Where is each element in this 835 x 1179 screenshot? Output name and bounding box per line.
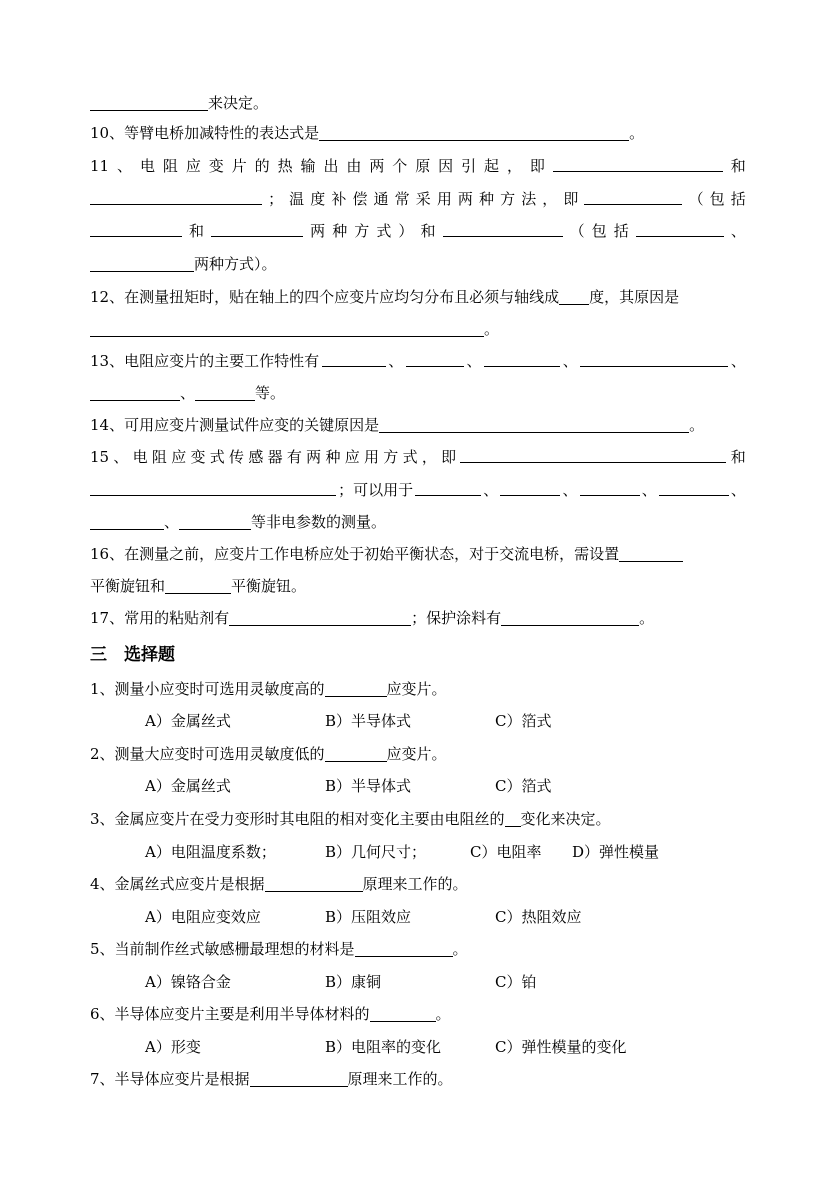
q11-glyph: 、 bbox=[117, 157, 133, 175]
answer-blank[interactable] bbox=[501, 609, 639, 626]
q11-glyph: ， bbox=[506, 157, 522, 175]
q15-glyph: 、 bbox=[113, 448, 129, 466]
q11-glyph: （ bbox=[569, 222, 585, 240]
q15-glyph: 应 bbox=[171, 448, 187, 466]
answer-blank[interactable] bbox=[90, 513, 164, 530]
option-b[interactable]: B）压阻效应 bbox=[325, 908, 412, 926]
q11-glyph: 输 bbox=[300, 157, 316, 175]
question-text: 2、测量大应变时可选用灵敏度低的 bbox=[90, 745, 325, 763]
answer-blank[interactable] bbox=[90, 255, 194, 272]
q11-glyph: 应 bbox=[185, 157, 201, 175]
option-c[interactable]: C）电阻率 bbox=[470, 843, 542, 861]
answer-blank[interactable] bbox=[500, 479, 560, 496]
answer-blank[interactable] bbox=[250, 1070, 348, 1087]
answer-blank[interactable] bbox=[580, 350, 728, 367]
q11-glyph: 即 bbox=[529, 157, 545, 175]
q11-glyph: 括 bbox=[613, 222, 629, 240]
q15-glyph: 即 bbox=[441, 448, 457, 466]
q11-tail-text: 两种方式）。 bbox=[194, 255, 277, 273]
q15-glyph: 器 bbox=[267, 448, 283, 466]
q11-glyph: 11 bbox=[90, 157, 110, 175]
q15-glyph: 用 bbox=[364, 448, 380, 466]
answer-blank[interactable] bbox=[165, 577, 231, 594]
q10-end: 。 bbox=[629, 124, 645, 142]
q11-glyph: 括 bbox=[730, 190, 746, 208]
question-text: 1、测量小应变时可选用灵敏度高的 bbox=[90, 680, 325, 698]
answer-blank[interactable] bbox=[90, 479, 336, 496]
answer-blank[interactable] bbox=[379, 416, 689, 433]
q15-glyph: 和 bbox=[730, 448, 746, 466]
q11-glyph: 起 bbox=[484, 157, 500, 175]
option-c[interactable]: C）热阻效应 bbox=[495, 908, 582, 926]
answer-blank[interactable] bbox=[90, 94, 208, 111]
q11-glyph: 变 bbox=[208, 157, 224, 175]
q11-glyph: ； bbox=[268, 190, 284, 208]
q11-glyph: 和 bbox=[730, 157, 746, 175]
q11-glyph: 方 bbox=[500, 190, 516, 208]
answer-blank[interactable] bbox=[90, 220, 182, 237]
answer-blank[interactable] bbox=[325, 680, 387, 697]
q12-text: 12、在测量扭矩时，贴在轴上的四个应变片应均匀分布且必须与轴线成 bbox=[90, 288, 560, 306]
question-13-line-2 bbox=[90, 382, 746, 404]
option-b[interactable]: B）电阻率的变化 bbox=[325, 1038, 442, 1056]
question-text-end: 。 bbox=[435, 1005, 451, 1023]
question-13 bbox=[90, 350, 746, 372]
answer-blank[interactable] bbox=[636, 220, 724, 237]
question-11-line-3 bbox=[90, 220, 746, 242]
q11-glyph: 阻 bbox=[162, 157, 178, 175]
q17-end: 。 bbox=[639, 609, 655, 627]
q11-glyph: 的 bbox=[254, 157, 270, 175]
choice-question-4 bbox=[90, 873, 746, 895]
q13-text: 13、电阻应变片的主要工作特性有 bbox=[90, 352, 320, 370]
option-a[interactable]: A）电阻温度系数； bbox=[145, 843, 276, 861]
q15-sep: 、 bbox=[483, 481, 499, 499]
option-a[interactable]: A）形变 bbox=[145, 1038, 201, 1056]
question-17 bbox=[90, 607, 746, 629]
question-10 bbox=[90, 122, 746, 144]
q15-sep: 、 bbox=[164, 513, 180, 531]
q17-text: 17、常用的粘贴剂有 bbox=[90, 609, 230, 627]
q11-glyph: 个 bbox=[392, 157, 408, 175]
q11-glyph: 采 bbox=[415, 190, 431, 208]
question-text-end: 变化来决定。 bbox=[520, 810, 611, 828]
q11-glyph: 出 bbox=[323, 157, 339, 175]
q15-glyph: 式 bbox=[402, 448, 418, 466]
q13-sep: 、 bbox=[466, 352, 482, 370]
q11-glyph: （ bbox=[688, 190, 704, 208]
answer-blank[interactable] bbox=[619, 545, 683, 562]
option-c[interactable]: C）弹性模量的变化 bbox=[495, 1038, 627, 1056]
question-16 bbox=[90, 543, 746, 565]
q11-glyph: 通 bbox=[373, 190, 389, 208]
q11-glyph: 、 bbox=[730, 222, 746, 240]
answer-blank[interactable] bbox=[460, 446, 726, 463]
q11-glyph: 包 bbox=[591, 222, 607, 240]
question-text-end: 原理来工作的。 bbox=[362, 875, 468, 893]
q17-text-2: ；保护涂料有 bbox=[411, 609, 502, 627]
choice-question-3 bbox=[90, 808, 746, 830]
question-text: 3、金属应变片在受力变形时其电阻的相对变化主要由电阻丝的 bbox=[90, 810, 505, 828]
question-16-line-2 bbox=[90, 575, 746, 597]
answer-blank[interactable] bbox=[406, 350, 464, 367]
q16-text-3: 平衡旋钮。 bbox=[231, 577, 307, 595]
option-d[interactable]: D）弹性模量 bbox=[572, 843, 660, 861]
choice-question-1 bbox=[90, 678, 746, 700]
question-15-line-1 bbox=[90, 446, 746, 468]
option-c[interactable]: C）箔式 bbox=[495, 777, 552, 795]
q15-glyph: 感 bbox=[248, 448, 264, 466]
q11-glyph: 偿 bbox=[352, 190, 368, 208]
q11-glyph: 电 bbox=[139, 157, 155, 175]
question-text-end: 应变片。 bbox=[386, 680, 447, 698]
q11-glyph: 和 bbox=[189, 222, 205, 240]
answer-blank[interactable] bbox=[90, 188, 262, 205]
choice-question-2 bbox=[90, 743, 746, 765]
q11-glyph: 热 bbox=[277, 157, 293, 175]
q15-glyph: 阻 bbox=[151, 448, 167, 466]
q13-end: 等。 bbox=[255, 384, 286, 402]
choice-question-7 bbox=[90, 1068, 746, 1090]
question-12-line-2 bbox=[90, 318, 746, 340]
q9-tail-line bbox=[90, 92, 746, 114]
question-11-line-4 bbox=[90, 253, 746, 275]
answer-blank[interactable] bbox=[370, 1005, 436, 1022]
question-text-end: 应变片。 bbox=[386, 745, 447, 763]
question-text: 6、半导体应变片主要是利用半导体材料的 bbox=[90, 1005, 370, 1023]
answer-blank[interactable] bbox=[265, 875, 363, 892]
q11-glyph: 因 bbox=[438, 157, 454, 175]
answer-blank[interactable] bbox=[415, 479, 481, 496]
q11-glyph: 种 bbox=[479, 190, 495, 208]
q11-glyph: 和 bbox=[420, 222, 436, 240]
q11-glyph: 方 bbox=[354, 222, 370, 240]
question-15-line-2 bbox=[90, 479, 746, 501]
q11-glyph: 包 bbox=[709, 190, 725, 208]
answer-blank[interactable] bbox=[659, 479, 729, 496]
option-a[interactable]: A）镍铬合金 bbox=[145, 973, 231, 991]
q15-glyph: 式 bbox=[209, 448, 225, 466]
answer-blank[interactable] bbox=[322, 350, 386, 367]
question-15-line-3 bbox=[90, 511, 746, 533]
option-a[interactable]: A）金属丝式 bbox=[145, 777, 231, 795]
q15-glyph: 有 bbox=[286, 448, 302, 466]
q12-text-2: 度，其原因是 bbox=[589, 288, 680, 306]
option-b[interactable]: B）半导体式 bbox=[325, 712, 412, 730]
q11-glyph: 原 bbox=[415, 157, 431, 175]
q10-text: 10、等臂电桥加减特性的表达式是 bbox=[90, 124, 320, 142]
q15-sep: 、 bbox=[730, 481, 746, 499]
q11-glyph: 两 bbox=[457, 190, 473, 208]
q11-glyph: ， bbox=[542, 190, 558, 208]
q15-text: ；可以用于 bbox=[338, 481, 414, 499]
answer-blank[interactable] bbox=[484, 350, 560, 367]
q11-glyph: 即 bbox=[563, 190, 579, 208]
q15-end: 等非电参数的测量。 bbox=[251, 513, 387, 531]
q11-glyph: 两 bbox=[310, 222, 326, 240]
q15-glyph: 15 bbox=[90, 448, 110, 466]
answer-blank[interactable] bbox=[325, 745, 387, 762]
question-text-end: 。 bbox=[452, 940, 468, 958]
q12-end: 。 bbox=[484, 320, 500, 338]
option-a[interactable]: A）金属丝式 bbox=[145, 712, 231, 730]
answer-blank[interactable] bbox=[553, 155, 723, 172]
q11-glyph: 引 bbox=[461, 157, 477, 175]
answer-blank[interactable] bbox=[355, 940, 453, 957]
q16-text-2: 平衡旋钮和 bbox=[90, 577, 166, 595]
question-11-line-2 bbox=[90, 188, 746, 210]
q14-end: 。 bbox=[689, 416, 705, 434]
option-b[interactable]: B）康铜 bbox=[325, 973, 382, 991]
q11-glyph: 法 bbox=[521, 190, 537, 208]
answer-blank[interactable] bbox=[211, 220, 303, 237]
question-12 bbox=[90, 286, 746, 308]
answer-blank[interactable] bbox=[580, 479, 640, 496]
answer-blank[interactable] bbox=[179, 513, 251, 530]
question-text: 5、当前制作丝式敏感栅最理想的材料是 bbox=[90, 940, 355, 958]
q13-sep: 、 bbox=[562, 352, 578, 370]
q15-glyph: ， bbox=[421, 448, 437, 466]
question-text: 4、金属丝式应变片是根据 bbox=[90, 875, 265, 893]
option-c[interactable]: C）铂 bbox=[495, 973, 537, 991]
answer-blank[interactable] bbox=[319, 124, 629, 141]
q11-glyph: 常 bbox=[394, 190, 410, 208]
q15-glyph: 应 bbox=[344, 448, 360, 466]
q11-glyph: 度 bbox=[310, 190, 326, 208]
q15-sep: 、 bbox=[641, 481, 657, 499]
answer-blank[interactable] bbox=[584, 188, 682, 205]
option-c[interactable]: C）箔式 bbox=[495, 712, 552, 730]
q11-glyph: 由 bbox=[346, 157, 362, 175]
answer-blank[interactable] bbox=[505, 810, 521, 827]
option-a[interactable]: A）电阻应变效应 bbox=[145, 908, 261, 926]
q11-glyph: ） bbox=[398, 222, 414, 240]
option-b[interactable]: B）几何尺寸； bbox=[325, 843, 427, 861]
q15-glyph: 电 bbox=[132, 448, 148, 466]
q15-glyph: 方 bbox=[383, 448, 399, 466]
section-heading: 三 选择题 bbox=[90, 645, 175, 665]
answer-blank[interactable] bbox=[90, 320, 484, 337]
q15-glyph: 传 bbox=[229, 448, 245, 466]
q9-tail-text: 来决定。 bbox=[208, 94, 269, 112]
question-text: 7、半导体应变片是根据 bbox=[90, 1070, 250, 1088]
q11-glyph: 两 bbox=[369, 157, 385, 175]
answer-blank[interactable] bbox=[90, 384, 180, 401]
q11-glyph: 片 bbox=[231, 157, 247, 175]
q11-glyph: 式 bbox=[376, 222, 392, 240]
q16-text: 16、在测量之前，应变片工作电桥应处于初始平衡状态，对于交流电桥，需设置 bbox=[90, 545, 620, 563]
q13-sep: 、 bbox=[388, 352, 404, 370]
choice-question-5 bbox=[90, 938, 746, 960]
question-11-line-1 bbox=[90, 155, 746, 177]
option-b[interactable]: B）半导体式 bbox=[325, 777, 412, 795]
answer-blank[interactable] bbox=[443, 220, 563, 237]
question-text-end: 原理来工作的。 bbox=[347, 1070, 453, 1088]
answer-blank[interactable] bbox=[195, 384, 255, 401]
q15-sep: 、 bbox=[562, 481, 578, 499]
q14-text: 14、可用应变片测量试件应变的关键原因是 bbox=[90, 416, 380, 434]
answer-blank[interactable] bbox=[559, 288, 589, 305]
q11-glyph: 温 bbox=[289, 190, 305, 208]
q11-glyph: 用 bbox=[436, 190, 452, 208]
question-14 bbox=[90, 414, 746, 436]
q11-glyph: 补 bbox=[331, 190, 347, 208]
q15-glyph: 种 bbox=[325, 448, 341, 466]
choice-question-6 bbox=[90, 1003, 746, 1025]
q11-glyph: 种 bbox=[332, 222, 348, 240]
answer-blank[interactable] bbox=[229, 609, 411, 626]
q15-glyph: 变 bbox=[190, 448, 206, 466]
q13-sep: 、 bbox=[730, 352, 746, 370]
q13-sep: 、 bbox=[180, 384, 196, 402]
q15-glyph: 两 bbox=[306, 448, 322, 466]
